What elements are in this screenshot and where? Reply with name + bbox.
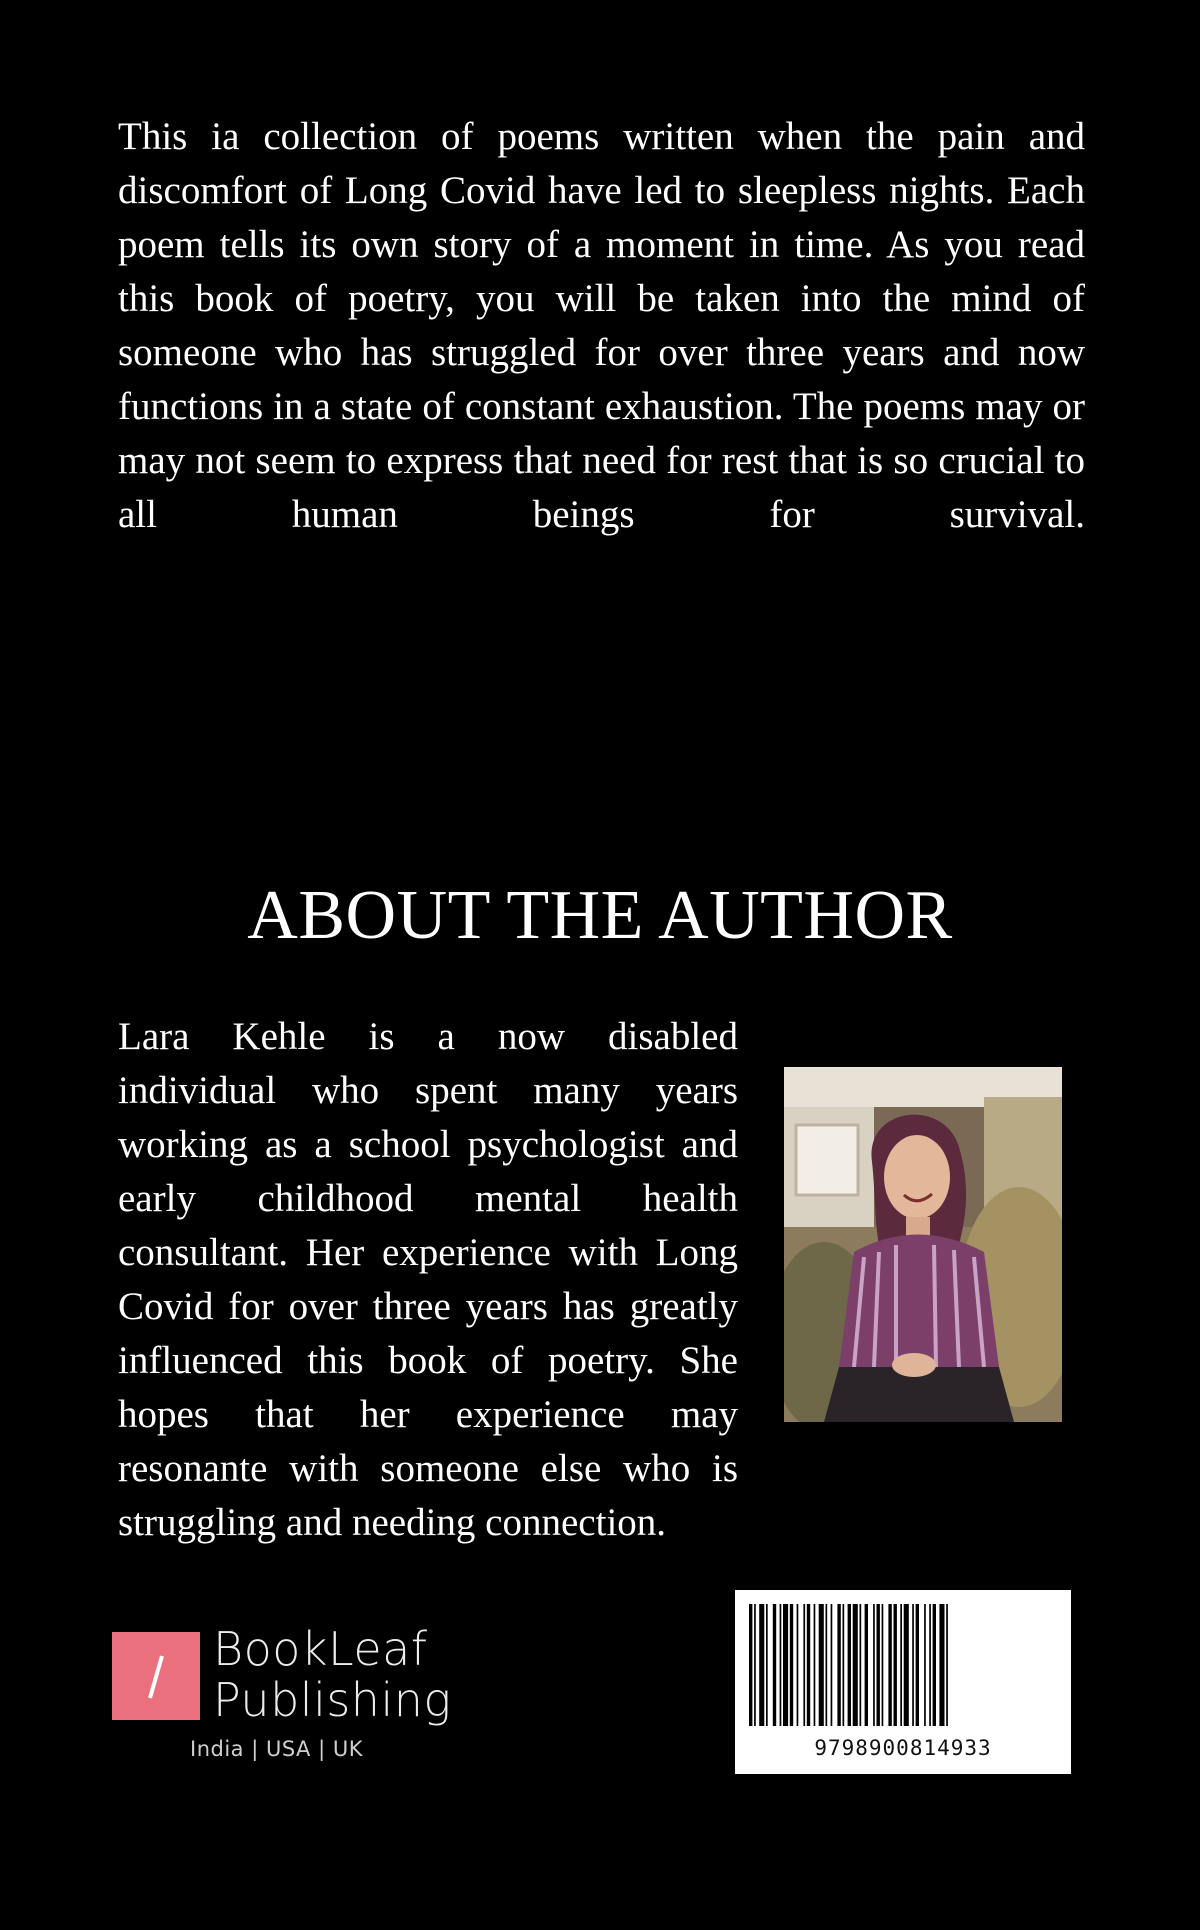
barcode-bar xyxy=(766,1604,768,1726)
barcode-bar xyxy=(759,1604,764,1726)
barcode-bar xyxy=(837,1604,840,1726)
barcode-bar xyxy=(853,1604,858,1726)
barcode-bar xyxy=(754,1604,756,1726)
barcode-bar xyxy=(894,1604,897,1726)
barcode-bar xyxy=(803,1604,805,1726)
barcode-bar xyxy=(912,1604,914,1726)
barcode-bar xyxy=(860,1604,862,1726)
barcode-bar xyxy=(882,1604,884,1726)
barcode-bar xyxy=(773,1604,776,1726)
publisher-name xyxy=(213,1624,452,1726)
publisher-regions: India | USA | UK xyxy=(190,1737,363,1761)
barcode-bar xyxy=(900,1604,902,1726)
barcode-bar xyxy=(848,1604,851,1726)
barcode-bar xyxy=(819,1604,824,1726)
barcode-bar xyxy=(749,1604,752,1726)
barcode-bar xyxy=(939,1604,944,1726)
barcode-bar xyxy=(826,1604,828,1726)
publisher-name-line1: BookLeaf xyxy=(213,1622,428,1676)
author-photo xyxy=(784,1067,1062,1422)
barcode-bar xyxy=(916,1604,919,1726)
barcode-bar xyxy=(877,1604,880,1726)
back-cover-blurb: This ia collection of poems written when the pain and discomfort of Long Covid have led to sleepless nights. Each poem tells its own story of a moment in time. As you read this book of poetry, you will be taken into the mind of someone who has struggled for over three years and now functions in a state of constant exhaustion. The poems may or may not seem to express that need for rest that is so crucial to all human beings for survival. xyxy=(118,115,1085,536)
barcode-bar xyxy=(933,1604,936,1726)
about-author-heading: ABOUT THE AUTHOR xyxy=(247,877,953,954)
barcode-bar xyxy=(783,1604,788,1726)
publisher-logo xyxy=(112,1624,472,1774)
barcode-bar xyxy=(780,1604,782,1726)
barcode-bar xyxy=(888,1604,891,1726)
barcode-bar xyxy=(814,1604,816,1726)
barcode-bar xyxy=(946,1604,948,1726)
barcode-bar xyxy=(924,1604,926,1726)
barcode-bar xyxy=(904,1604,909,1726)
barcode-bar xyxy=(843,1604,845,1726)
isbn-number: 9798900814933 xyxy=(814,1736,992,1760)
author-bio: Lara Kehle is a now disabled individual who spent many years working as a school psychologist and early childhood mental health consultant. Her experience with Long Covid for over three years has greatly influenced this book of poetry. She hopes that her experience may resonante with someone else who is struggling and needing connection. xyxy=(118,1015,738,1544)
barcode-bars xyxy=(735,1590,1071,1736)
barcode-bar xyxy=(865,1604,868,1726)
barcode-bar xyxy=(790,1604,793,1726)
barcode-bar xyxy=(807,1604,810,1726)
isbn-barcode xyxy=(735,1590,1071,1774)
publisher-slash-icon xyxy=(112,1632,200,1720)
barcode-bar xyxy=(831,1604,833,1726)
barcode-bar xyxy=(929,1604,931,1726)
barcode-bar xyxy=(873,1604,875,1726)
publisher-name-line2: Publishing xyxy=(213,1673,452,1727)
barcode-bar xyxy=(797,1604,799,1726)
